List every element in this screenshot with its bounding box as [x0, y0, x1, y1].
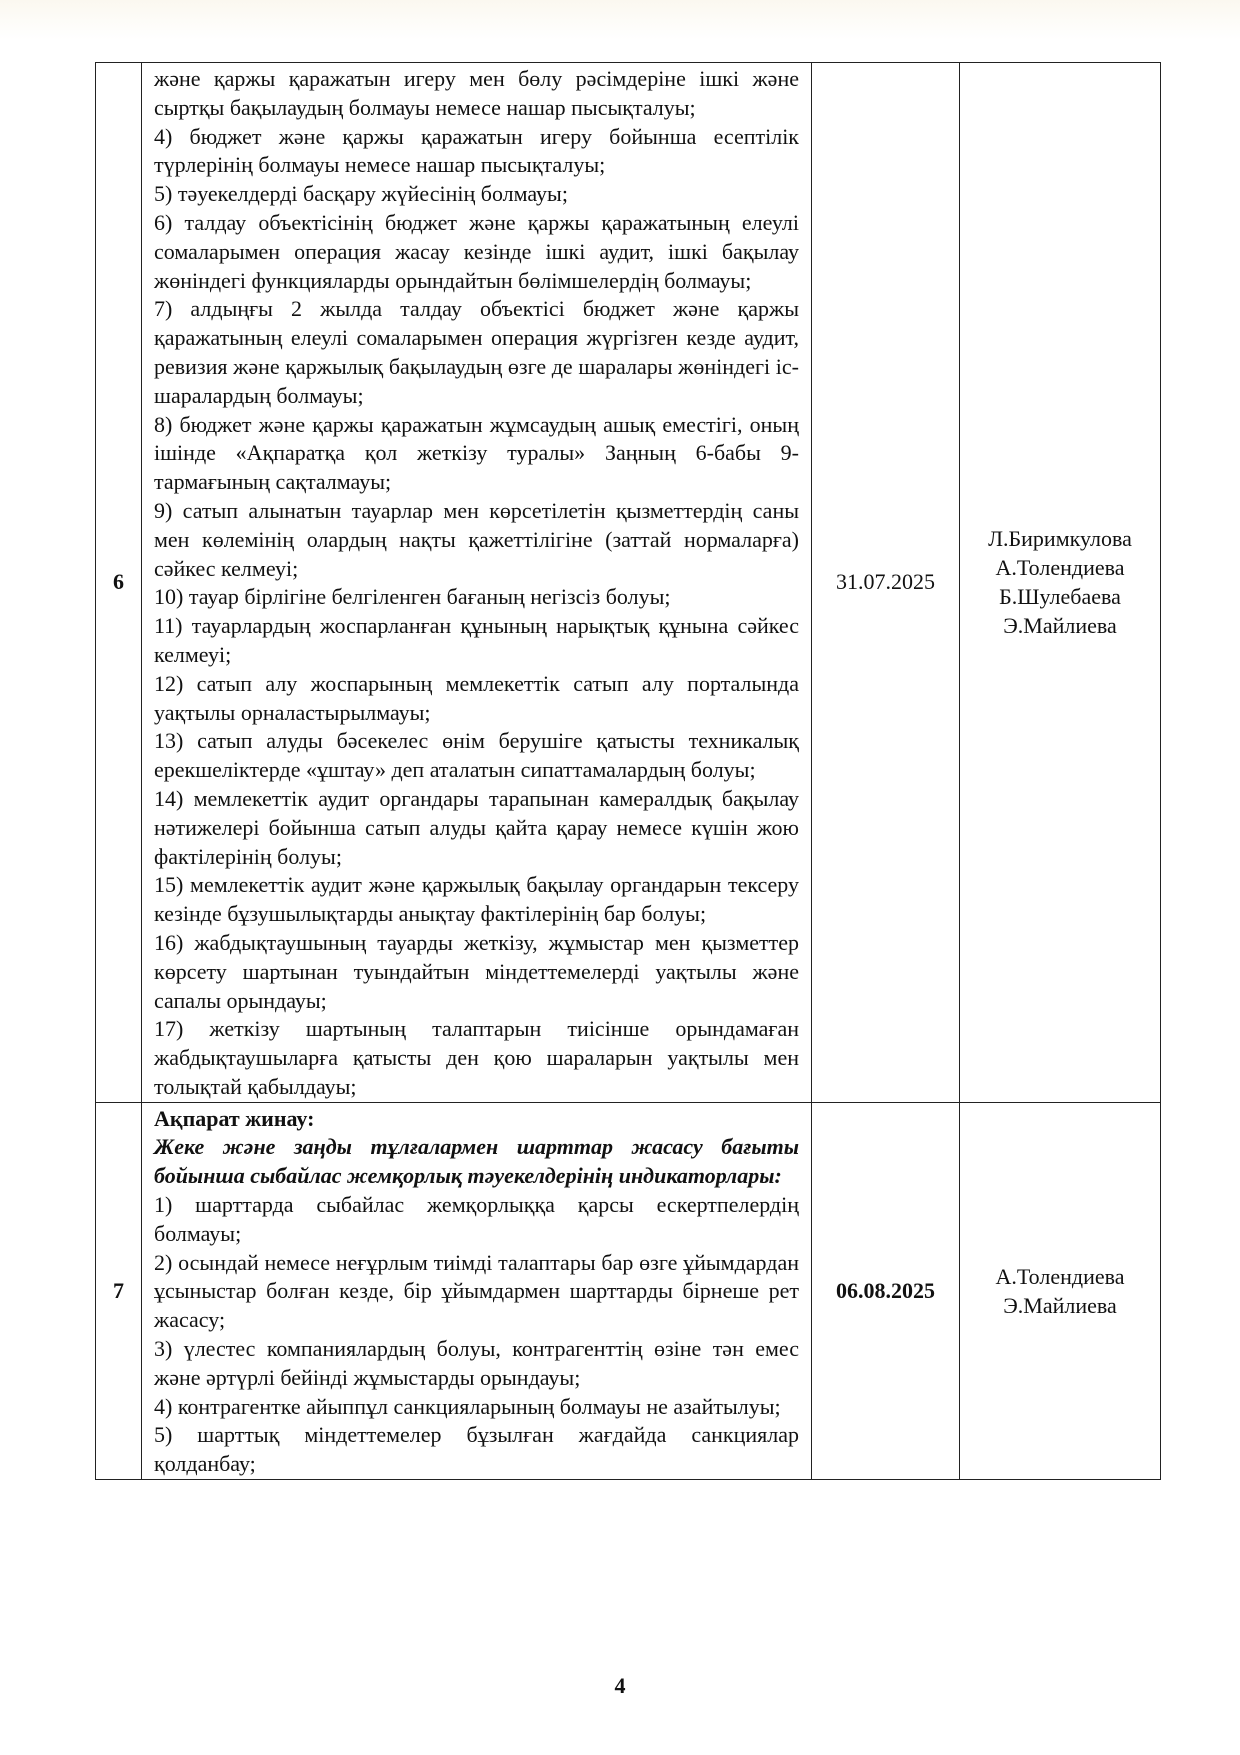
- row-responsible: [960, 63, 1161, 1103]
- responsible-name: Э.Майлиева: [1003, 1292, 1117, 1318]
- responsible-name: Э.Майлиева: [1003, 613, 1117, 639]
- responsible-name: Л.Биримкулова: [988, 526, 1132, 552]
- page-number: 4: [614, 1673, 626, 1698]
- row-description: [142, 1102, 812, 1479]
- row-responsible: [960, 1102, 1161, 1479]
- row-number: 6: [96, 63, 142, 1103]
- plan-table: [95, 62, 1161, 1480]
- row-number: 7: [96, 1102, 142, 1479]
- responsible-name: Б.Шулебаева: [999, 584, 1121, 610]
- description-text: 1) шарттарда сыбайлас жемқорлыққа қарсы ескертпелердің болмауы; 2) осындай немесе неғұрлым тиімді талаптары бар өзге ұйымдардан ұсыныстар болған кезде, бір ұйымдармен шарттарды бірнеше рет жасасу; 3) үлестес компаниялардың болуы, контрагенттің өзіне тән емес және әртүрлі бейінді жұмыстарды орындауы; 4) контрагентке айыппұл санкцияларының болмауы не азайтылуы; 5) шарттық міндеттемелер бұзылған жағдайда санкциялар қолданбау;: [154, 1192, 799, 1477]
- table-row: [96, 63, 1161, 1103]
- row-deadline: 31.07.2025: [812, 63, 960, 1103]
- row-deadline: 06.08.2025: [812, 1102, 960, 1479]
- responsible-name: А.Толендиева: [995, 1263, 1125, 1289]
- responsible-name: А.Толендиева: [995, 555, 1125, 581]
- row-description: [142, 63, 812, 1103]
- table-row: [96, 1102, 1161, 1479]
- description-text: және қаржы қаражатын игеру мен бөлу рәсімдеріне ішкі және сыртқы бақылаудың болмауы немесе нашар пысықталуы; 4) бюджет және қаржы қаражатын игеру бойынша есептілік түрлерінің болмауы немесе нашар пысықталуы; 5) тәуекелдерді басқару жүйесінің болмауы; 6) талдау объектісінің бюджет және қаржы қаражатының елеулі сомаларымен операция жасау кезінде ішкі аудит, ішкі бақылау жөніндегі функцияларды орындайтын бөлімшелердің болмауы; 7) алдыңғы 2 жылда талдау объектісі бюджет және қаржы қаражатының елеулі сомаларымен операция жүргізген кезде аудит, ревизия және қаржылық бақылаудың өзге де шаралары жөніндегі іс-шаралардың болмауы; 8) бюджет және қаржы қаражатын жұмсаудың ашық еместігі, оның ішінде «Ақпаратқа қол жеткізу туралы» Заңның 6-бабы 9-тармағының сақталмауы; 9) сатып алынатын тауарлар мен көрсетілетін қызметтердің саны мен көлемінің олардың нақты қажеттілігіне (заттай нормаларға) сәйкес келмеуі; 10) тауар бірлігіне белгіленген бағаның негізсіз болуы; 11) тауарлардың жоспарланған құнының нарықтық құнына сәйкес келмеуі; 12) сатып алу жоспарының мемлекеттік сатып алу порталында уақтылы орналастырылмауы; 13) сатып алуды бәсекелес өнім берушіге қатысты техникалық ерекшеліктерде «ұштау» деп аталатын сипаттамалардың болуы; 14) мемлекеттік аудит органдары тарапынан камералдық бақылау нәтижелері бойынша сатып алуды қайта қарау немесе күшін жою фактілерінің болуы; 15) мемлекеттік аудит және қаржылық бақылау органдарын тексеру кезінде бұзушылықтарды анықтау фактілерінің бар болуы; 16) жабдықтаушының тауарды жеткізу, жұмыстар мен қызметтер көрсету шартынан туындайтын міндеттемелерді уақтылы және сапалы орындауы; 17) жеткізу шартының талаптарын тиісінше орындамаған жабдықтаушыларға қатысты ден қою шараларын уақтылы мен толықтай қабылдауы;: [154, 66, 799, 1099]
- section-heading: Ақпарат жинау:: [154, 1105, 315, 1131]
- section-subheading: Жеке және заңды тұлғалармен шарттар жасасу бағыты бойынша сыбайлас жемқорлық тәуекелдерінің индикаторлары:: [154, 1134, 799, 1189]
